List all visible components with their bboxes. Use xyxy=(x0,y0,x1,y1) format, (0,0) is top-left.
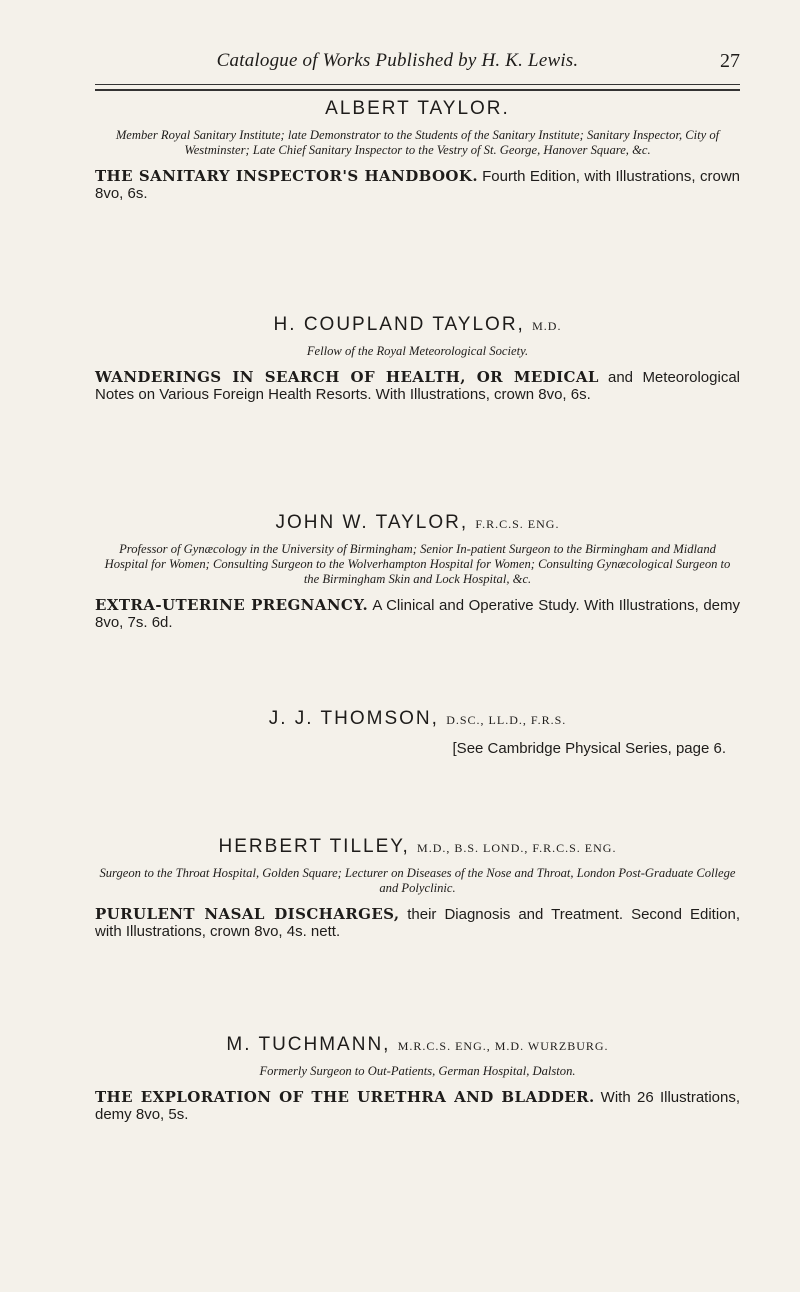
work-detail: Fourth Edition, with Illustrations, crown 8vo, 6s. xyxy=(95,168,740,202)
author-credentials: F.R.C.S. ENG. xyxy=(475,517,560,531)
work-listing xyxy=(95,168,740,202)
entry-albert-taylor xyxy=(95,98,740,202)
running-head-title: Catalogue of Works Published by H. K. Lewis. xyxy=(216,50,579,71)
work-title: PURULENT NASAL DISCHARGES, xyxy=(95,905,400,923)
entry-herbert-tilley xyxy=(95,836,740,940)
header-rule-thin xyxy=(95,84,740,85)
author-name xyxy=(95,98,740,120)
author-name xyxy=(95,708,740,730)
work-title: WANDERINGS IN SEARCH OF HEALTH, OR MEDICAL xyxy=(95,368,599,386)
author-description: Surgeon to the Throat Hospital, Golden Square; Lecturer on Diseases of the Nose and Throat, London Post-Graduate College and Polyclinic. xyxy=(99,866,736,895)
author-name xyxy=(95,512,740,534)
entry-john-w-taylor xyxy=(95,512,740,631)
entry-m-tuchmann xyxy=(95,1034,740,1123)
work-listing xyxy=(95,906,740,940)
work-listing xyxy=(95,369,740,403)
author-name-text: ALBERT TAYLOR. xyxy=(325,98,510,119)
page-number: 27 xyxy=(720,50,740,72)
work-detail: their Diagnosis and Treatment. Second Edition, with Illustrations, crown 8vo, 4s. nett. xyxy=(95,906,741,940)
author-name-text: JOHN W. TAYLOR, xyxy=(275,512,469,533)
author-description: Member Royal Sanitary Institute; late Demonstrator to the Students of the Sanitary Institute; Sanitary Inspector, City of Westminster; Late Chief Sanitary Inspector to the Vestry of St. George, Hanover Square, &c. xyxy=(115,128,720,157)
header-rule-thick xyxy=(95,89,740,91)
author-credentials: M.R.C.S. ENG., M.D. WURZBURG. xyxy=(397,1039,609,1053)
author-credentials: D.SC., LL.D., F.R.S. xyxy=(446,713,567,727)
author-name-text: J. J. THOMSON, xyxy=(268,708,439,729)
work-listing xyxy=(95,1089,740,1123)
entry-h-coupland-taylor xyxy=(95,314,740,403)
work-detail: With 26 Illustrations, demy 8vo, 5s. xyxy=(95,1089,741,1123)
author-description: Professor of Gynæcology in the University of Birmingham; Senior In-patient Surgeon to the Birmingham and Midland Hospital for Women; Consulting Surgeon to the Wolverhampton Hospital for Women; Consulting Gynæcological Surgeon to the Birmingham Skin and Lock Hospital, &c. xyxy=(104,542,731,586)
author-credentials: M.D. xyxy=(532,319,562,333)
work-listing xyxy=(95,597,740,631)
author-description: Fellow of the Royal Meteorological Society. xyxy=(306,344,529,358)
work-title: THE EXPLORATION OF THE URETHRA AND BLADDER. xyxy=(95,1088,595,1106)
author-name xyxy=(95,836,740,858)
author-description: Formerly Surgeon to Out-Patients, German Hospital, Dalston. xyxy=(259,1064,576,1078)
work-title: EXTRA-UTERINE PREGNANCY. xyxy=(95,596,369,614)
work-title: THE SANITARY INSPECTOR'S HANDBOOK. xyxy=(95,167,478,185)
author-name-text: HERBERT TILLEY, xyxy=(218,836,410,857)
cross-reference: [See Cambridge Physical Series, page 6. xyxy=(452,740,726,757)
author-name-text: H. COUPLAND TAYLOR, xyxy=(273,314,525,335)
author-name-text: M. TUCHMANN, xyxy=(226,1034,391,1055)
work-detail: A Clinical and Operative Study. With Illustrations, demy 8vo, 7s. 6d. xyxy=(95,597,741,631)
author-name xyxy=(95,1034,740,1056)
author-name xyxy=(95,314,740,336)
author-credentials: M.D., B.S. LOND., F.R.C.S. ENG. xyxy=(417,841,617,855)
entry-j-j-thomson xyxy=(95,708,740,757)
running-head xyxy=(95,50,740,84)
work-detail: and Meteorological Notes on Various Foreign Health Resorts. With Illustrations, crown 8vo, 6s. xyxy=(95,369,740,403)
